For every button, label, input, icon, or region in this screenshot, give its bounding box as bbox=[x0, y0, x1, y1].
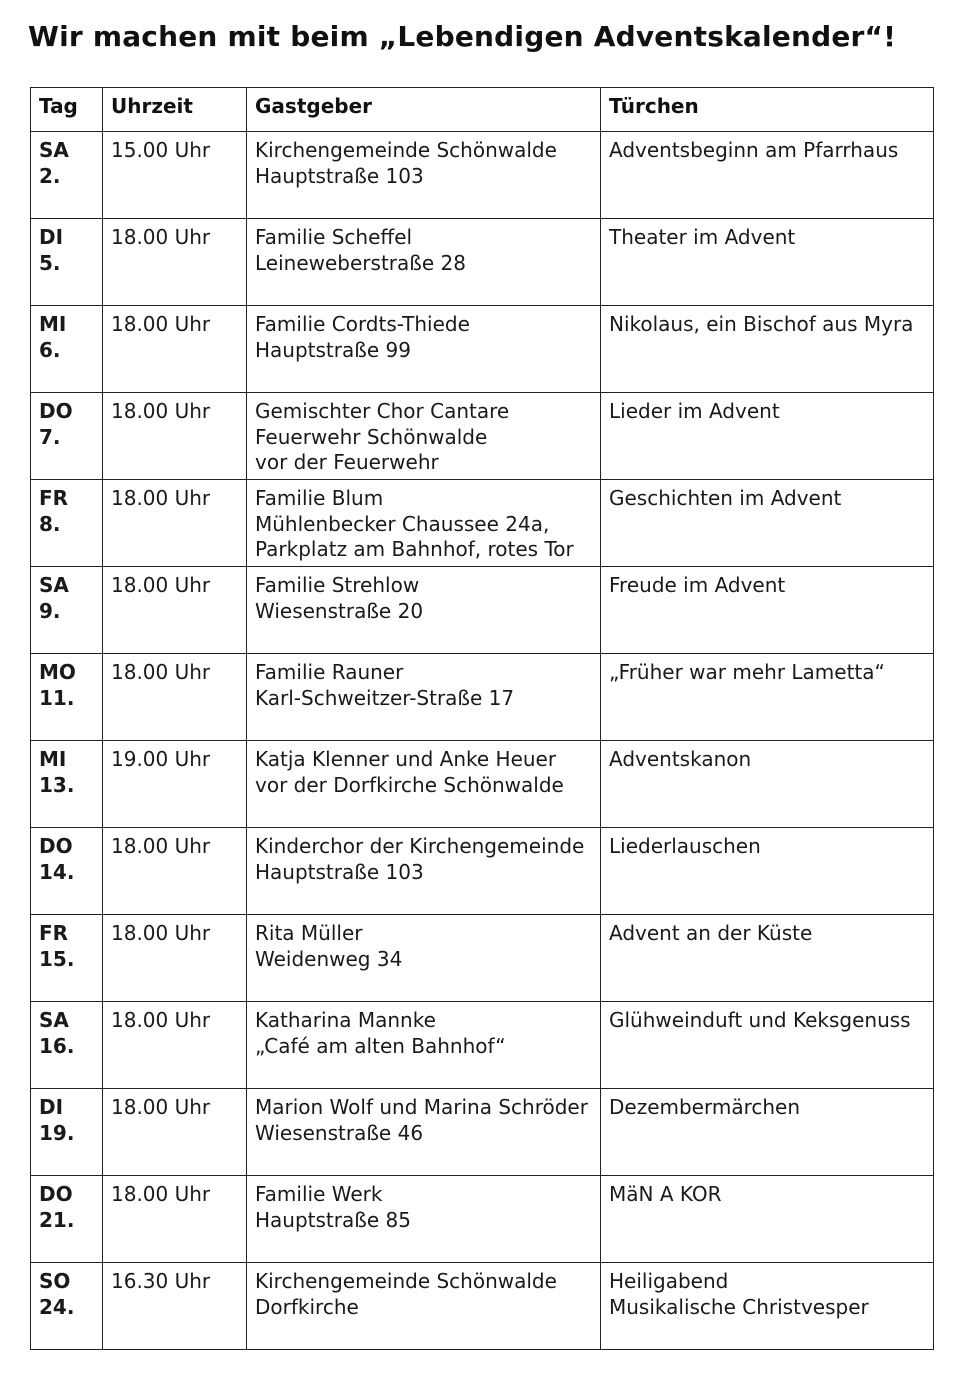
host-line: Hauptstraße 85 bbox=[255, 1207, 411, 1232]
cell-day bbox=[31, 1002, 103, 1089]
cell-time: 18.00 Uhr bbox=[103, 1002, 247, 1089]
door-line: Theater im Advent bbox=[609, 225, 796, 249]
cell-door bbox=[601, 654, 934, 741]
date: 5. bbox=[39, 250, 61, 275]
cell-host bbox=[247, 1176, 601, 1263]
cell-day bbox=[31, 1263, 103, 1350]
date: 7. bbox=[39, 424, 61, 449]
date: 6. bbox=[39, 337, 61, 362]
table-row bbox=[31, 1176, 934, 1263]
weekday: SA bbox=[39, 138, 69, 162]
cell-time: 15.00 Uhr bbox=[103, 132, 247, 219]
door-line: Glühweinduft und Keksgenuss bbox=[609, 1008, 911, 1032]
cell-time: 18.00 Uhr bbox=[103, 1176, 247, 1263]
cell-day bbox=[31, 480, 103, 567]
host-line: Kirchengemeinde Schönwalde bbox=[255, 1269, 557, 1293]
cell-time: 18.00 Uhr bbox=[103, 567, 247, 654]
cell-host bbox=[247, 741, 601, 828]
table-row bbox=[31, 219, 934, 306]
host-line: Familie Cordts-Thiede bbox=[255, 312, 470, 336]
host-line: vor der Feuerwehr bbox=[255, 450, 439, 474]
cell-time: 19.00 Uhr bbox=[103, 741, 247, 828]
cell-time: 18.00 Uhr bbox=[103, 306, 247, 393]
host-line: Katja Klenner und Anke Heuer bbox=[255, 747, 557, 771]
weekday: FR bbox=[39, 486, 69, 510]
cell-host bbox=[247, 915, 601, 1002]
door-line: MäN A KOR bbox=[609, 1182, 722, 1206]
column-header-day: Tag bbox=[31, 88, 103, 132]
cell-day bbox=[31, 567, 103, 654]
cell-host bbox=[247, 567, 601, 654]
host-line: Hauptstraße 99 bbox=[255, 337, 411, 362]
table-row bbox=[31, 393, 934, 480]
host-line: Familie Werk bbox=[255, 1182, 383, 1206]
host-line: Rita Müller bbox=[255, 921, 363, 945]
cell-door bbox=[601, 306, 934, 393]
door-line: Adventsbeginn am Pfarrhaus bbox=[609, 138, 899, 162]
cell-door bbox=[601, 393, 934, 480]
weekday: MI bbox=[39, 312, 67, 336]
cell-day bbox=[31, 828, 103, 915]
cell-day bbox=[31, 306, 103, 393]
door-line: Lieder im Advent bbox=[609, 399, 780, 423]
table-header-row bbox=[31, 88, 934, 132]
door-line: Liederlauschen bbox=[609, 834, 761, 858]
table-row bbox=[31, 1263, 934, 1350]
host-line: Wiesenstraße 20 bbox=[255, 598, 424, 623]
host-line: Familie Blum bbox=[255, 486, 384, 510]
weekday: MO bbox=[39, 660, 76, 684]
date: 9. bbox=[39, 598, 61, 623]
date: 8. bbox=[39, 511, 61, 536]
cell-time: 18.00 Uhr bbox=[103, 654, 247, 741]
page-title: Wir machen mit beim „Lebendigen Adventskalender“! bbox=[28, 20, 897, 53]
host-line: Hauptstraße 103 bbox=[255, 859, 424, 884]
door-line: Adventskanon bbox=[609, 747, 752, 771]
door-line: Freude im Advent bbox=[609, 573, 786, 597]
date: 14. bbox=[39, 859, 75, 884]
door-line: Musikalische Christvesper bbox=[609, 1294, 869, 1319]
cell-door bbox=[601, 1089, 934, 1176]
table-row bbox=[31, 654, 934, 741]
host-line: Kinderchor der Kirchengemeinde bbox=[255, 834, 585, 858]
weekday: SO bbox=[39, 1269, 71, 1293]
host-line: Marion Wolf und Marina Schröder bbox=[255, 1095, 588, 1119]
door-line: Heiligabend bbox=[609, 1269, 729, 1293]
weekday: DO bbox=[39, 399, 73, 423]
weekday: FR bbox=[39, 921, 69, 945]
cell-door bbox=[601, 741, 934, 828]
cell-host bbox=[247, 306, 601, 393]
cell-door bbox=[601, 1002, 934, 1089]
date: 2. bbox=[39, 163, 61, 188]
door-line: „Früher war mehr Lametta“ bbox=[609, 660, 885, 684]
door-line: Advent an der Küste bbox=[609, 921, 813, 945]
door-line: Geschichten im Advent bbox=[609, 486, 842, 510]
cell-day bbox=[31, 132, 103, 219]
date: 21. bbox=[39, 1207, 75, 1232]
host-line: Gemischter Chor Cantare bbox=[255, 399, 510, 423]
host-line: Familie Strehlow bbox=[255, 573, 420, 597]
weekday: DO bbox=[39, 1182, 73, 1206]
table-row bbox=[31, 741, 934, 828]
host-line: Leineweberstraße 28 bbox=[255, 250, 466, 275]
cell-door bbox=[601, 828, 934, 915]
weekday: MI bbox=[39, 747, 67, 771]
door-line: Dezembermärchen bbox=[609, 1095, 801, 1119]
cell-host bbox=[247, 1263, 601, 1350]
cell-day bbox=[31, 219, 103, 306]
cell-time: 18.00 Uhr bbox=[103, 480, 247, 567]
host-line: Mühlenbecker Chaussee 24a, bbox=[255, 511, 550, 536]
cell-time: 18.00 Uhr bbox=[103, 1089, 247, 1176]
cell-time: 18.00 Uhr bbox=[103, 219, 247, 306]
cell-door bbox=[601, 132, 934, 219]
host-line: Hauptstraße 103 bbox=[255, 163, 424, 188]
cell-time: 18.00 Uhr bbox=[103, 393, 247, 480]
cell-door bbox=[601, 219, 934, 306]
date: 11. bbox=[39, 685, 75, 710]
host-line: Wiesenstraße 46 bbox=[255, 1120, 424, 1145]
weekday: DI bbox=[39, 1095, 64, 1119]
cell-day bbox=[31, 1089, 103, 1176]
cell-host bbox=[247, 1002, 601, 1089]
column-header-host: Gastgeber bbox=[247, 88, 601, 132]
cell-door bbox=[601, 1176, 934, 1263]
date: 19. bbox=[39, 1120, 75, 1145]
advent-calendar-table bbox=[30, 87, 934, 1350]
host-line: Katharina Mannke bbox=[255, 1008, 436, 1032]
weekday: SA bbox=[39, 1008, 69, 1032]
cell-door bbox=[601, 567, 934, 654]
date: 24. bbox=[39, 1294, 75, 1319]
date: 16. bbox=[39, 1033, 75, 1058]
table-row bbox=[31, 828, 934, 915]
cell-day bbox=[31, 654, 103, 741]
cell-door bbox=[601, 480, 934, 567]
cell-day bbox=[31, 741, 103, 828]
column-header-door: Türchen bbox=[601, 88, 934, 132]
table-row bbox=[31, 567, 934, 654]
host-line: Karl-Schweitzer-Straße 17 bbox=[255, 685, 515, 710]
host-line: Feuerwehr Schönwalde bbox=[255, 424, 488, 449]
table-row bbox=[31, 1002, 934, 1089]
table-row bbox=[31, 132, 934, 219]
weekday: DO bbox=[39, 834, 73, 858]
cell-time: 18.00 Uhr bbox=[103, 828, 247, 915]
host-line: Familie Scheffel bbox=[255, 225, 413, 249]
host-line: Familie Rauner bbox=[255, 660, 404, 684]
host-line: Kirchengemeinde Schönwalde bbox=[255, 138, 557, 162]
cell-time: 18.00 Uhr bbox=[103, 915, 247, 1002]
table-row bbox=[31, 306, 934, 393]
cell-host bbox=[247, 1089, 601, 1176]
cell-door bbox=[601, 915, 934, 1002]
host-line: vor der Dorfkirche Schönwalde bbox=[255, 772, 564, 797]
column-header-time: Uhrzeit bbox=[103, 88, 247, 132]
host-line: „Café am alten Bahnhof“ bbox=[255, 1033, 506, 1058]
door-line: Nikolaus, ein Bischof aus Myra bbox=[609, 312, 914, 336]
weekday: SA bbox=[39, 573, 69, 597]
cell-host bbox=[247, 654, 601, 741]
cell-door bbox=[601, 1263, 934, 1350]
cell-host bbox=[247, 393, 601, 480]
date: 13. bbox=[39, 772, 75, 797]
cell-host bbox=[247, 480, 601, 567]
host-line: Weidenweg 34 bbox=[255, 946, 403, 971]
host-line: Parkplatz am Bahnhof, rotes Tor bbox=[255, 537, 574, 561]
table-body bbox=[31, 132, 934, 1350]
host-line: Dorfkirche bbox=[255, 1294, 359, 1319]
cell-host bbox=[247, 828, 601, 915]
cell-time: 16.30 Uhr bbox=[103, 1263, 247, 1350]
weekday: DI bbox=[39, 225, 64, 249]
table-row bbox=[31, 480, 934, 567]
cell-host bbox=[247, 132, 601, 219]
table-row bbox=[31, 915, 934, 1002]
cell-day bbox=[31, 1176, 103, 1263]
cell-host bbox=[247, 219, 601, 306]
cell-day bbox=[31, 393, 103, 480]
table-row bbox=[31, 1089, 934, 1176]
cell-day bbox=[31, 915, 103, 1002]
date: 15. bbox=[39, 946, 75, 971]
